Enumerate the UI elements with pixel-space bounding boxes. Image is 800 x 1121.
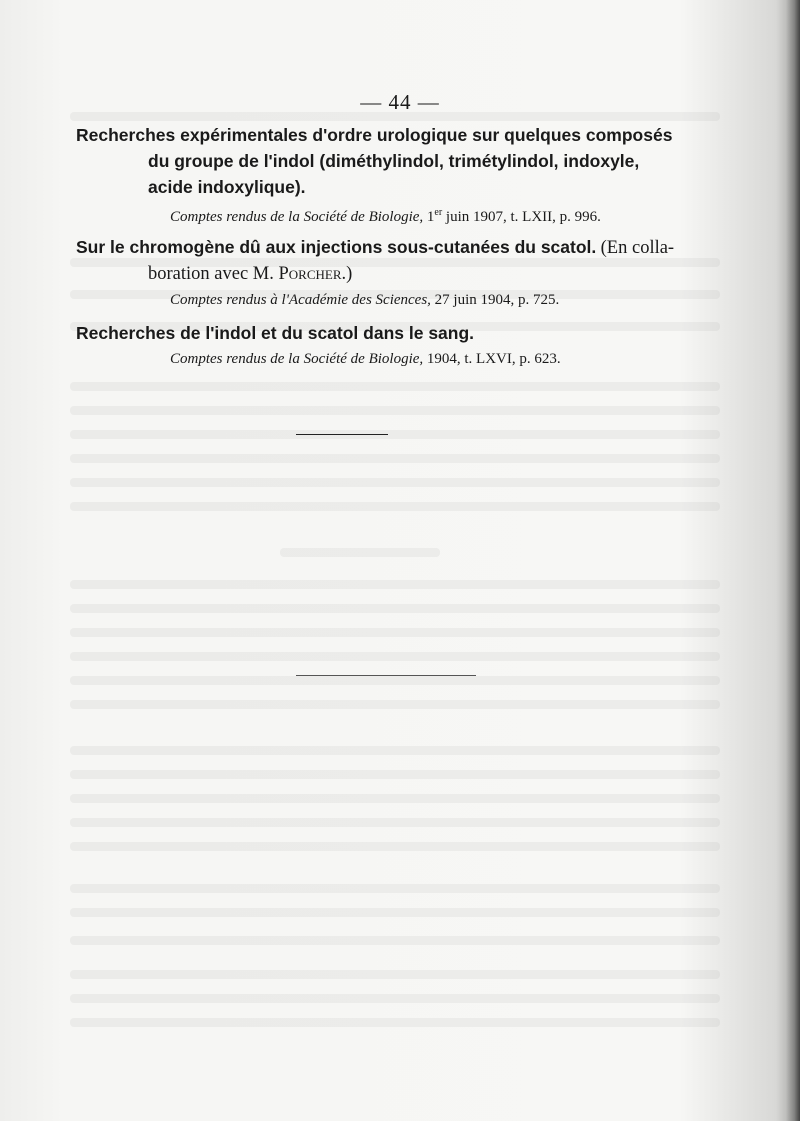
divider-rule [296, 434, 388, 435]
entry-title-line: du groupe de l'indol (diméthylindol, trimétylindol, indoxyle, [148, 151, 640, 171]
bibliography-entry [76, 122, 716, 228]
bleed-through-line [70, 770, 720, 779]
journal-name: Comptes rendus de la Société de Biologie, [170, 209, 424, 225]
bleed-through-line [70, 454, 720, 463]
bleed-through-line [70, 746, 720, 755]
bleed-through-line [70, 580, 720, 589]
entry-reference [76, 202, 716, 228]
bleed-through-line [70, 652, 720, 661]
bleed-through-line [70, 994, 720, 1003]
bleed-through-line [70, 478, 720, 487]
author-name: Porcher [278, 264, 342, 284]
bleed-through-line [70, 936, 720, 945]
bleed-through-line [70, 970, 720, 979]
bleed-through-line [280, 548, 440, 557]
entry-title [76, 122, 716, 200]
bleed-through-line [70, 382, 720, 391]
entry-title-line: boration avec M. Porcher.) [148, 264, 353, 284]
page-edge-shadow [786, 0, 800, 1121]
bleed-through-line [70, 406, 720, 415]
bleed-through-line [70, 676, 720, 685]
bleed-through-line [70, 604, 720, 613]
journal-name: Comptes rendus à l'Académie des Sciences, [170, 292, 431, 308]
bleed-through-line [70, 884, 720, 893]
entry-title-line: acide indoxylique). [148, 177, 306, 197]
entry-reference [76, 289, 716, 311]
bibliography-entry [76, 234, 716, 311]
entry-title-plain: (En colla- [600, 238, 675, 258]
bleed-through-line [70, 908, 720, 917]
entry-title: Recherches de l'indol et du scatol dans le sang. [76, 323, 475, 343]
reference-date: 1er juin 1907, t. LXII, p. 996. [426, 207, 601, 225]
reference-details: 1904, t. LXVI, p. 623. [426, 351, 561, 367]
bleed-through-line [70, 842, 720, 851]
bleed-through-line [70, 628, 720, 637]
entry-reference [76, 348, 716, 370]
reference-details: 27 juin 1904, p. 725. [434, 292, 560, 308]
entry-title [76, 234, 716, 287]
bleed-through-line [70, 430, 720, 439]
bleed-through-line [70, 1018, 720, 1027]
page-number: — 44 — [360, 90, 440, 114]
bleed-through-line [70, 818, 720, 827]
divider-rule [296, 675, 476, 676]
bibliography-entry [76, 320, 716, 370]
entry-title-line: Recherches expérimentales d'ordre urologique sur quelques composés [76, 125, 673, 145]
bleed-through-line [70, 700, 720, 709]
entry-title-bold: Sur le chromogène dû aux injections sous-cutanées du scatol. [76, 237, 597, 257]
bleed-through-line [70, 502, 720, 511]
journal-name: Comptes rendus de la Société de Biologie, [170, 351, 424, 367]
bleed-through-line [70, 794, 720, 803]
